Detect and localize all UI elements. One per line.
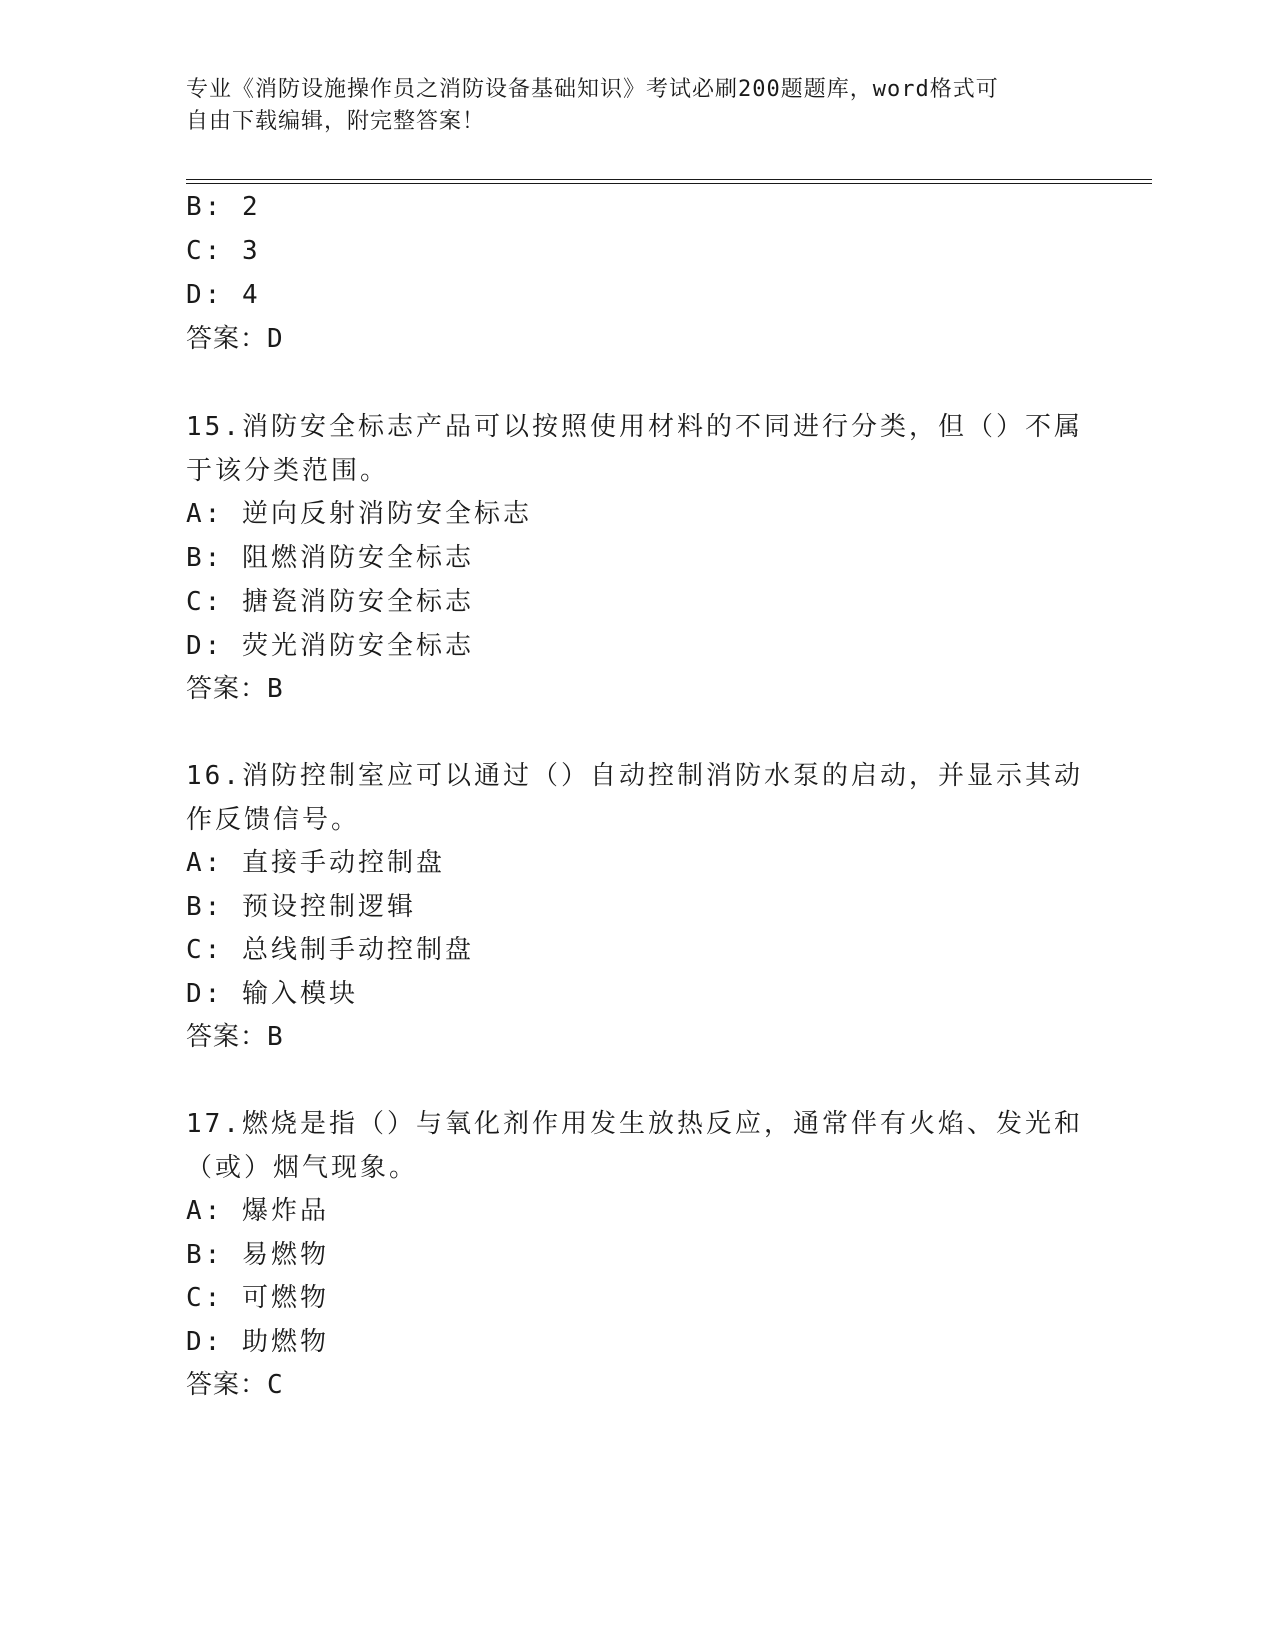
answer-line: 答案：B <box>186 1022 284 1052</box>
answer-line: 答案：B <box>186 674 284 704</box>
option-b: B: 2 <box>186 192 261 222</box>
option-c: C: 搪瓷消防安全标志 <box>186 587 474 617</box>
answer-line: 答案：D <box>186 324 284 354</box>
header-divider-bottom <box>186 183 1152 184</box>
answer-line: 答案：C <box>186 1370 284 1400</box>
question-stem-line-2: 作反馈信号。 <box>186 805 361 835</box>
question-stem-line-1: 17.燃烧是指（）与氧化剂作用发生放热反应，通常伴有火焰、发光和 <box>186 1109 1083 1139</box>
question-stem-line-1: 16.消防控制室应可以通过（）自动控制消防水泵的启动，并显示其动 <box>186 761 1083 791</box>
option-c: C: 总线制手动控制盘 <box>186 935 474 965</box>
option-d: D: 荧光消防安全标志 <box>186 631 474 661</box>
question-stem-line-2: 于该分类范围。 <box>186 456 390 486</box>
question-stem-line-1: 15.消防安全标志产品可以按照使用材料的不同进行分类，但（）不属 <box>186 412 1083 442</box>
option-a: A: 直接手动控制盘 <box>186 848 445 878</box>
option-b: B: 预设控制逻辑 <box>186 892 416 922</box>
option-a: A: 逆向反射消防安全标志 <box>186 499 532 529</box>
header-line-1: 专业《消防设施操作员之消防设备基础知识》考试必刷200题题库，word格式可 <box>186 77 999 102</box>
option-b: B: 易燃物 <box>186 1240 329 1270</box>
option-d: D: 输入模块 <box>186 979 358 1009</box>
option-c: C: 3 <box>186 236 261 266</box>
option-a: A: 爆炸品 <box>186 1196 329 1226</box>
header-divider-top <box>186 179 1152 180</box>
option-d: D: 助燃物 <box>186 1327 329 1357</box>
document-header <box>186 74 1066 138</box>
option-b: B: 阻燃消防安全标志 <box>186 543 474 573</box>
option-d: D: 4 <box>186 280 261 310</box>
question-stem-line-2: （或）烟气现象。 <box>186 1153 419 1183</box>
header-line-2: 自由下载编辑，附完整答案！ <box>186 109 486 134</box>
option-c: C: 可燃物 <box>186 1283 329 1313</box>
